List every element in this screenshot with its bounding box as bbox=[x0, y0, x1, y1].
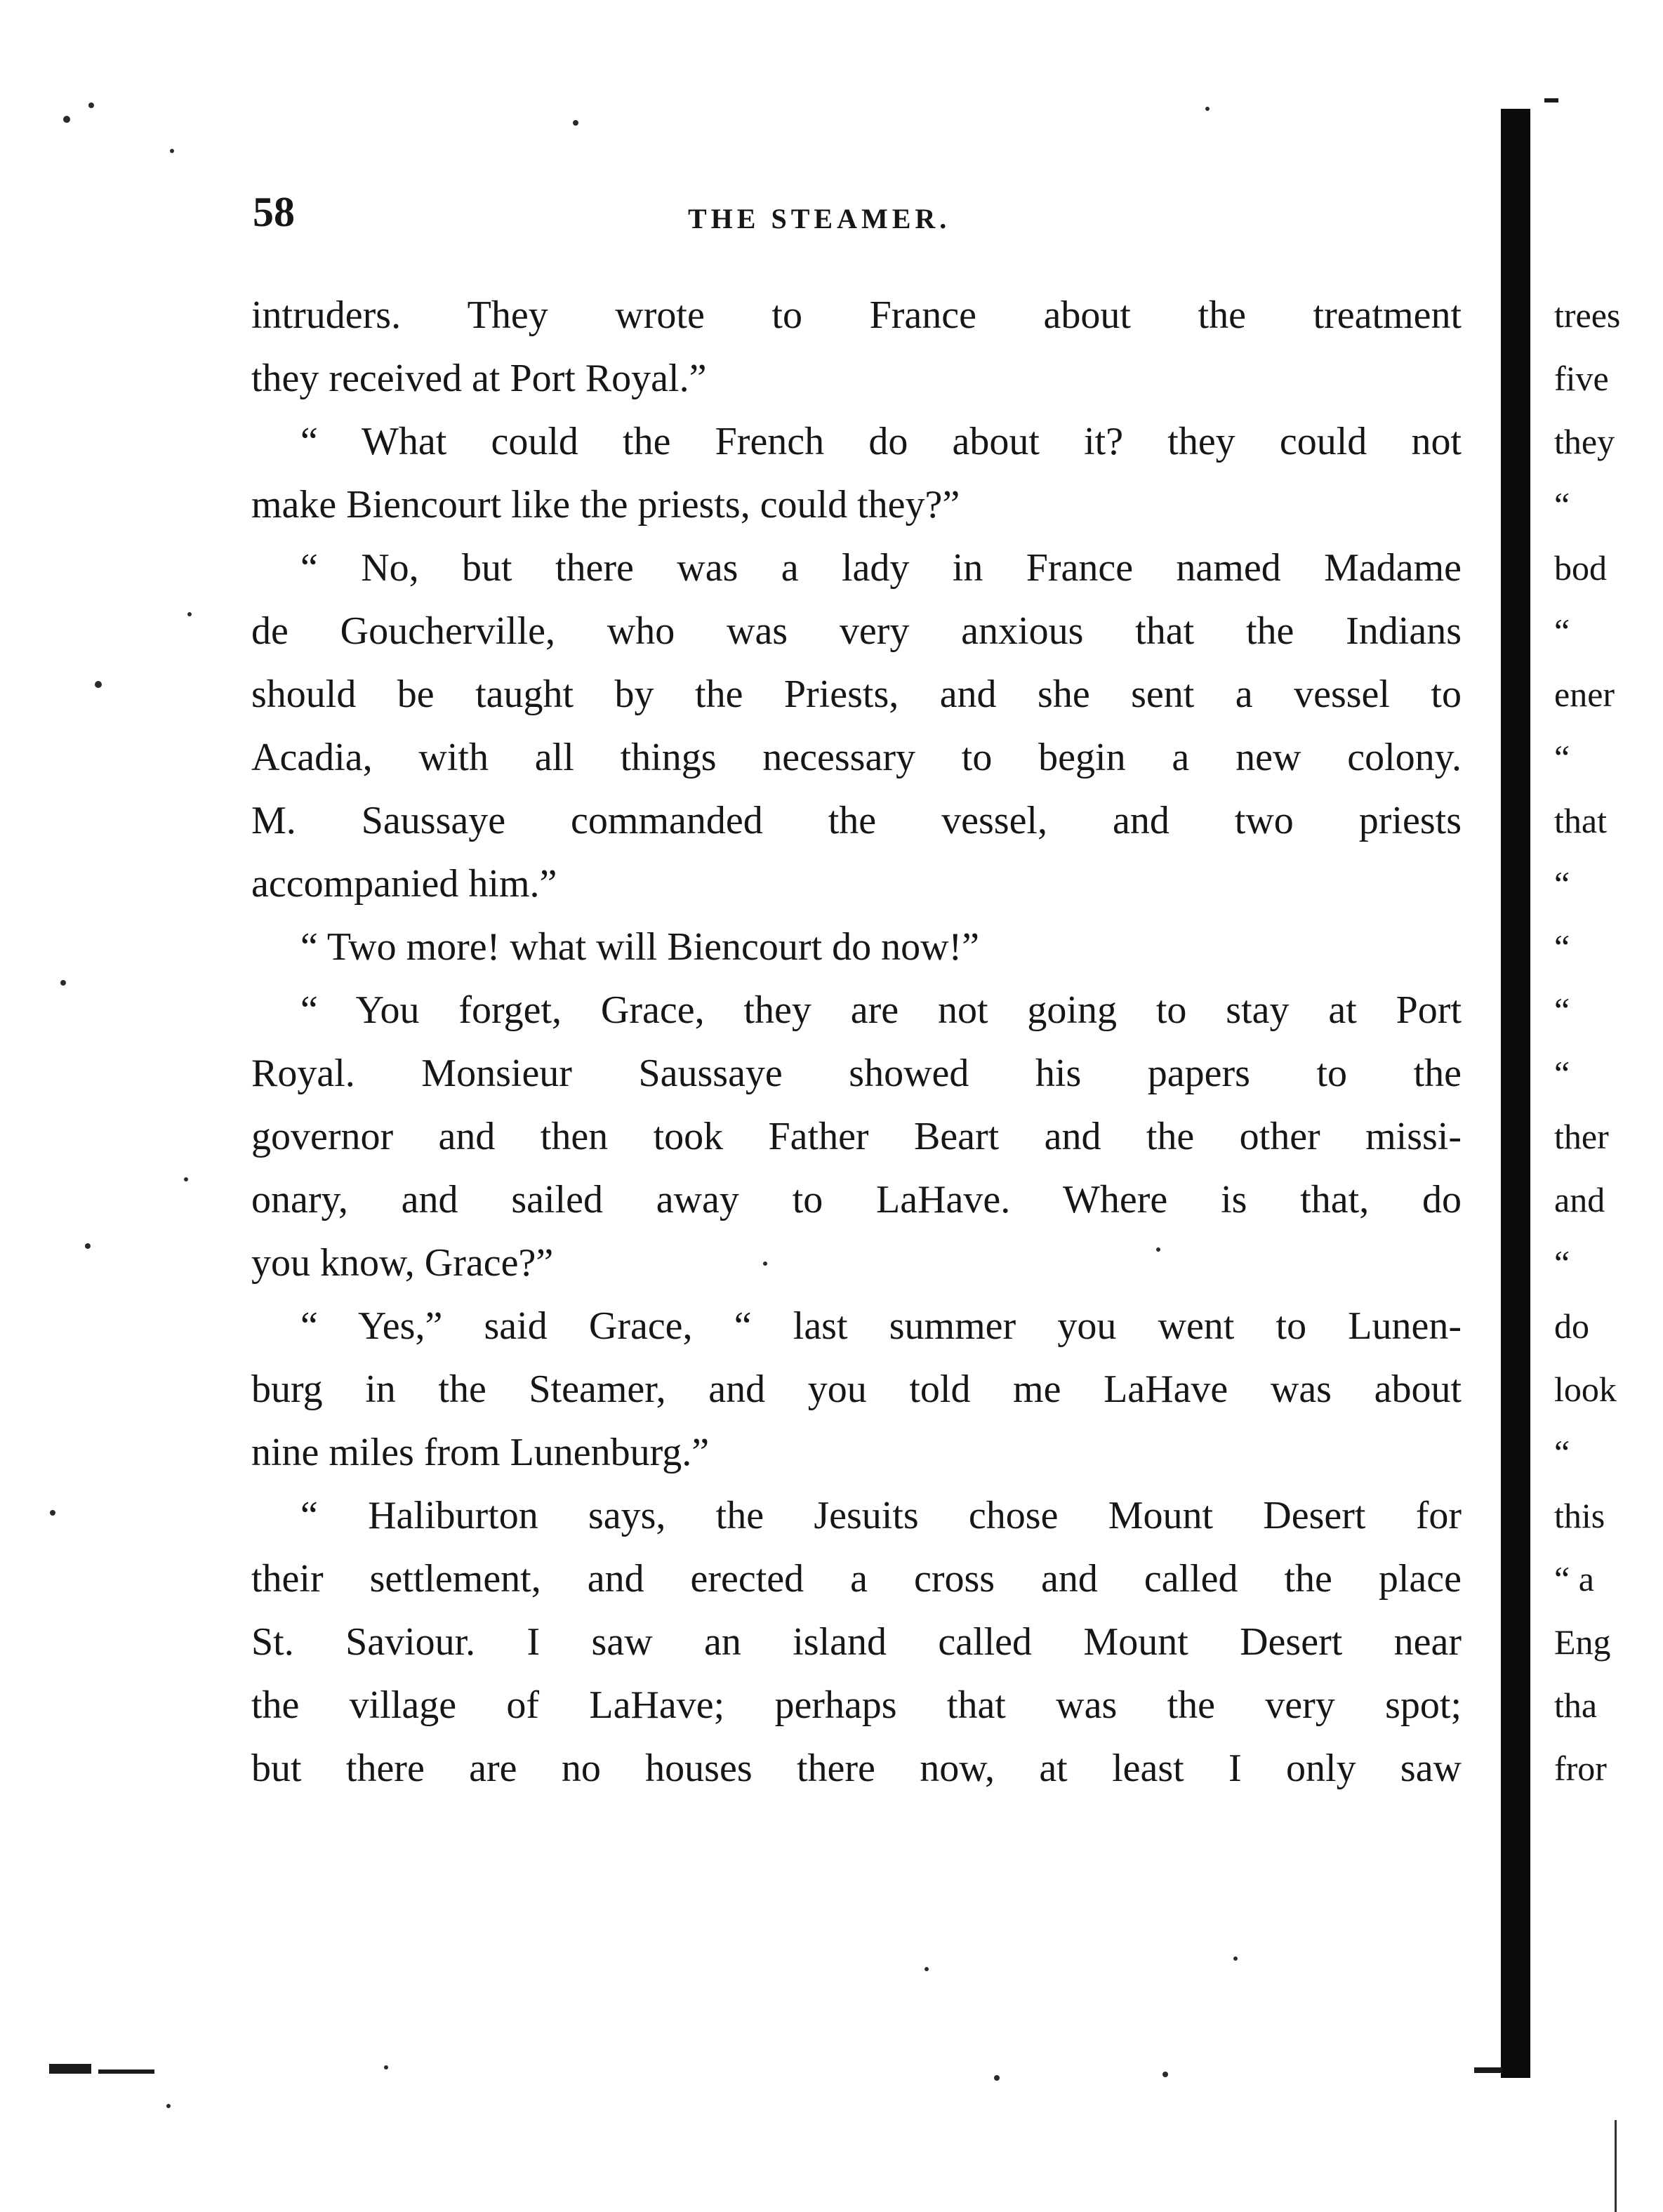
facing-page-fragment: “ a bbox=[1554, 1559, 1594, 1598]
text-line: but there are no houses there now, at least I only saw bbox=[251, 1747, 1462, 1790]
text-line: “ You forget, Grace, they are not going to stay at Port bbox=[300, 988, 1462, 1032]
facing-page-fragment: “ bbox=[1554, 927, 1570, 967]
running-title: THE STEAMER. bbox=[688, 203, 951, 234]
facing-page-fragment: look bbox=[1554, 1370, 1617, 1409]
facing-page-edge-rule bbox=[1615, 2120, 1617, 2212]
text-line: M. Saussaye commanded the vessel, and two priests bbox=[251, 799, 1462, 842]
text-line: “ What could the French do about it? they could not bbox=[300, 420, 1462, 463]
text-line: Royal. Monsieur Saussaye showed his papers to the bbox=[251, 1052, 1462, 1095]
facing-page-edge bbox=[1554, 284, 1663, 1800]
text-line: “ Two more! what will Biencourt do now!” bbox=[300, 925, 980, 969]
text-line: they received at Port Royal.” bbox=[251, 357, 707, 400]
page-number: 58 bbox=[253, 189, 295, 235]
facing-page-fragment: that bbox=[1554, 801, 1607, 840]
facing-page-fragment: do bbox=[1554, 1306, 1589, 1346]
text-line: Acadia, with all things necessary to begin a new colony. bbox=[251, 736, 1462, 779]
facing-page-fragment: fror bbox=[1554, 1749, 1607, 1788]
text-line: accompanied him.” bbox=[251, 862, 557, 906]
text-line: their settlement, and erected a cross and called the place bbox=[251, 1557, 1462, 1601]
facing-page-fragment: “ bbox=[1554, 611, 1570, 651]
text-line: burg in the Steamer, and you told me LaHave was about bbox=[251, 1367, 1462, 1411]
facing-page-fragment: “ bbox=[1554, 1243, 1570, 1283]
facing-page-fragment: ther bbox=[1554, 1117, 1609, 1156]
facing-page-fragment: they bbox=[1554, 422, 1615, 461]
gutter-shadow bbox=[1501, 109, 1530, 2078]
facing-page-fragment: “ bbox=[1554, 485, 1570, 524]
facing-page-fragment: “ bbox=[1554, 864, 1570, 903]
facing-page-fragment: and bbox=[1554, 1180, 1605, 1219]
text-line: should be taught by the Priests, and she sent a vessel to bbox=[251, 673, 1462, 716]
text-line: intruders. They wrote to France about the treatment bbox=[251, 293, 1462, 337]
facing-page-fragment: “ bbox=[1554, 1433, 1570, 1472]
facing-page-fragment: tha bbox=[1554, 1686, 1598, 1725]
text-line: “ Haliburton says, the Jesuits chose Mount Desert for bbox=[300, 1494, 1462, 1537]
facing-page-fragment: five bbox=[1554, 359, 1609, 398]
facing-page-fragment: ener bbox=[1554, 675, 1615, 714]
facing-page-fragment: “ bbox=[1554, 738, 1570, 777]
facing-page-fragment: this bbox=[1554, 1496, 1605, 1535]
facing-page-fragment: bod bbox=[1554, 548, 1607, 588]
text-line: “ Yes,” said Grace, “ last summer you went to Lunen- bbox=[300, 1304, 1462, 1348]
text-line: “ No, but there was a lady in France named Madame bbox=[300, 546, 1462, 590]
facing-page-fragment: Eng bbox=[1554, 1622, 1611, 1662]
text-line: you know, Grace?” bbox=[251, 1241, 554, 1285]
body-text bbox=[251, 284, 1462, 1800]
facing-page-fragment: trees bbox=[1554, 296, 1621, 335]
facing-page-fragment: “ bbox=[1554, 991, 1570, 1030]
facing-page-fragment: “ bbox=[1554, 1054, 1570, 1093]
text-line: the village of LaHave; perhaps that was the very spot; bbox=[251, 1683, 1462, 1727]
text-line: de Goucherville, who was very anxious that the Indians bbox=[251, 609, 1462, 653]
text-line: governor and then took Father Beart and the other missi- bbox=[251, 1115, 1462, 1158]
text-line: make Biencourt like the priests, could they?” bbox=[251, 483, 960, 526]
text-line: St. Saviour. I saw an island called Mount Desert near bbox=[251, 1620, 1462, 1664]
text-line: nine miles from Lunenburg.” bbox=[251, 1431, 710, 1474]
text-line: onary, and sailed away to LaHave. Where is that, do bbox=[251, 1178, 1462, 1221]
